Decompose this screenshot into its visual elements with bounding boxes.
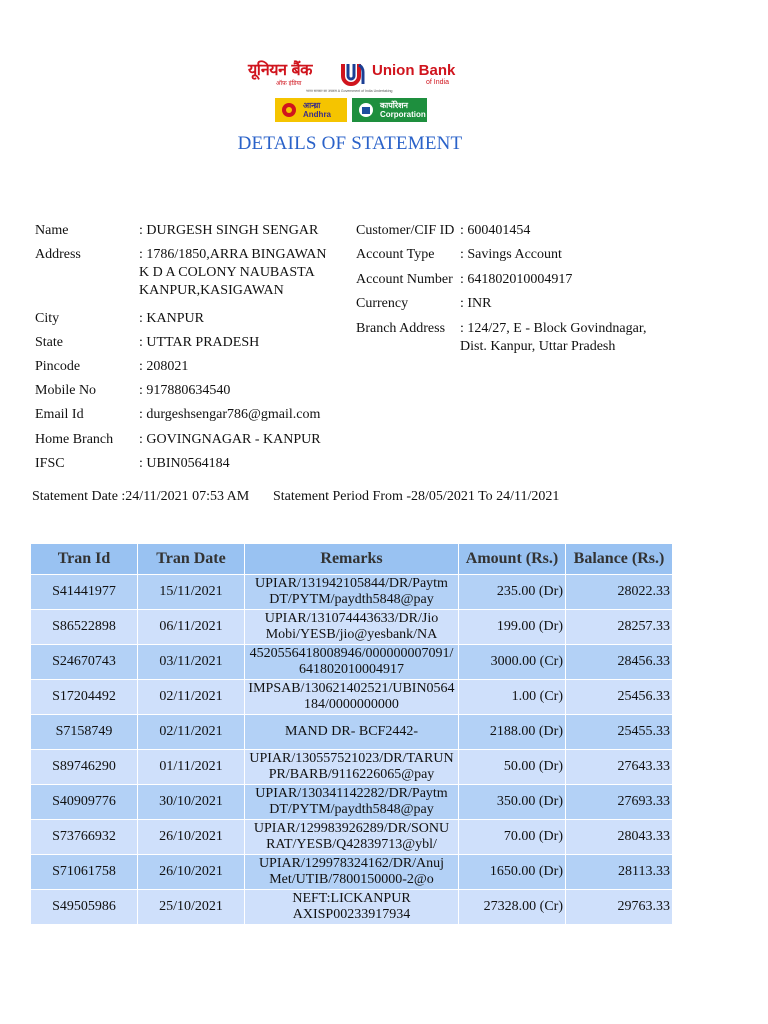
cell-amount: 1.00 (Cr) (459, 680, 566, 715)
cell-amount: 350.00 (Dr) (459, 785, 566, 820)
city-value: : KANPUR (139, 311, 204, 326)
union-bank-mark-icon (338, 60, 368, 88)
cell-tran-date: 26/10/2021 (138, 820, 245, 855)
account-number-value: : 641802010004917 (460, 272, 573, 287)
cell-tran-date: 02/11/2021 (138, 680, 245, 715)
home-branch-label: Home Branch (35, 432, 114, 447)
header-remarks: Remarks (245, 544, 459, 575)
table-row (31, 820, 673, 855)
corporation-label: कार्पोरेशन Corporation (380, 101, 426, 119)
header-tran-id: Tran Id (31, 544, 138, 575)
header-balance: Balance (Rs.) (566, 544, 673, 575)
cell-amount: 2188.00 (Dr) (459, 715, 566, 750)
pincode-label: Pincode (35, 359, 81, 374)
cell-amount: 235.00 (Dr) (459, 575, 566, 610)
cif-value: : 600401454 (460, 223, 531, 238)
logo-brand-name: Union Bank (372, 62, 456, 79)
cell-remarks: IMPSAB/130621402521/UBIN0564 184/0000000000 (245, 680, 459, 715)
cell-balance: 28043.33 (566, 820, 673, 855)
currency-label: Currency (356, 296, 409, 311)
account-type-label: Account Type (356, 247, 435, 262)
table-row (31, 610, 673, 645)
statement-date: Statement Date :24/11/2021 07:53 AM (32, 489, 250, 504)
cell-tran-id: S49505986 (31, 890, 138, 925)
andhra-bank-badge (275, 98, 347, 122)
cell-tran-id: S17204492 (31, 680, 138, 715)
account-type-value: : Savings Account (460, 247, 562, 262)
cell-tran-date: 25/10/2021 (138, 890, 245, 925)
cell-tran-id: S40909776 (31, 785, 138, 820)
header-amount: Amount (Rs.) (459, 544, 566, 575)
cell-balance: 29763.33 (566, 890, 673, 925)
cell-amount: 1650.00 (Dr) (459, 855, 566, 890)
address-value: : 1786/1850,ARRA BINGAWAN K D A COLONY NAUBASTA KANPUR,KASIGAWAN (139, 247, 327, 298)
page-title: DETAILS OF STATEMENT (237, 133, 463, 154)
table-row (31, 715, 673, 750)
cell-amount: 70.00 (Dr) (459, 820, 566, 855)
cell-remarks: UPIAR/129978324162/DR/Anuj Met/UTIB/7800150000-2@o (245, 855, 459, 890)
name-value: : DURGESH SINGH SENGAR (139, 223, 319, 238)
cell-tran-date: 30/10/2021 (138, 785, 245, 820)
cell-balance: 28257.33 (566, 610, 673, 645)
logo-brand-sub: of India (426, 79, 449, 86)
cell-tran-id: S89746290 (31, 750, 138, 785)
cif-label: Customer/CIF ID (356, 223, 455, 238)
ifsc-label: IFSC (35, 456, 65, 471)
cell-tran-id: S73766932 (31, 820, 138, 855)
branch-address-label: Branch Address (356, 321, 446, 336)
cell-tran-date: 15/11/2021 (138, 575, 245, 610)
state-value: : UTTAR PRADESH (139, 335, 260, 350)
cell-remarks: MAND DR- BCF2442- (245, 715, 459, 750)
header-tran-date: Tran Date (138, 544, 245, 575)
cell-tran-id: S24670743 (31, 645, 138, 680)
cell-remarks: UPIAR/131942105844/DR/Paytm DT/PYTM/paydth5848@pay (245, 575, 459, 610)
cell-remarks: 4520556418008946/000000007091/ 641802010004917 (245, 645, 459, 680)
corporation-bank-badge (352, 98, 427, 122)
branch-address-value: : 124/27, E - Block Govindnagar, Dist. Kanpur, Uttar Pradesh (460, 321, 647, 354)
andhra-emblem-icon (279, 101, 299, 119)
currency-value: : INR (460, 296, 492, 311)
corporation-emblem-icon (356, 101, 376, 119)
ifsc-value: : UBIN0564184 (139, 456, 230, 471)
cell-amount: 50.00 (Dr) (459, 750, 566, 785)
cell-balance: 28022.33 (566, 575, 673, 610)
home-branch-value: : GOVINGNAGAR - KANPUR (139, 432, 321, 447)
cell-amount: 27328.00 (Cr) (459, 890, 566, 925)
email-label: Email Id (35, 407, 84, 422)
table-row (31, 645, 673, 680)
cell-balance: 27693.33 (566, 785, 673, 820)
cell-tran-id: S7158749 (31, 715, 138, 750)
table-row (31, 575, 673, 610)
cell-remarks: NEFT:LICKANPUR AXISP00233917934 (245, 890, 459, 925)
table-row (31, 890, 673, 925)
cell-tran-date: 01/11/2021 (138, 750, 245, 785)
statement-period: Statement Period From -28/05/2021 To 24/11/2021 (273, 489, 560, 504)
cell-balance: 25455.33 (566, 715, 673, 750)
cell-tran-id: S71061758 (31, 855, 138, 890)
logo-tagline: भारत सरकार का उपक्रम A Government of India Undertaking (306, 89, 393, 93)
table-row (31, 750, 673, 785)
mobile-value: : 917880634540 (139, 383, 231, 398)
cell-balance: 27643.33 (566, 750, 673, 785)
cell-amount: 3000.00 (Cr) (459, 645, 566, 680)
andhra-label: आन्ध्रा Andhra (303, 101, 331, 119)
table-header-row (31, 544, 673, 575)
cell-balance: 28113.33 (566, 855, 673, 890)
cell-tran-date: 26/10/2021 (138, 855, 245, 890)
union-bank-logo (246, 58, 458, 128)
cell-remarks: UPIAR/131074443633/DR/Jio Mobi/YESB/jio@yesbank/NA (245, 610, 459, 645)
cell-tran-date: 03/11/2021 (138, 645, 245, 680)
logo-hindi-sub: ऑफ़ इंडिया (276, 80, 302, 87)
cell-amount: 199.00 (Dr) (459, 610, 566, 645)
cell-remarks: UPIAR/129983926289/DR/SONU RAT/YESB/Q42839713@ybl/ (245, 820, 459, 855)
cell-balance: 28456.33 (566, 645, 673, 680)
table-row (31, 680, 673, 715)
cell-tran-id: S86522898 (31, 610, 138, 645)
cell-remarks: UPIAR/130557521023/DR/TARUN PR/BARB/9116226065@pay (245, 750, 459, 785)
address-label: Address (35, 247, 81, 262)
transactions-body (31, 575, 673, 925)
city-label: City (35, 311, 60, 326)
email-value: : durgeshsengar786@gmail.com (139, 407, 321, 422)
cell-tran-date: 02/11/2021 (138, 715, 245, 750)
mobile-label: Mobile No (35, 383, 97, 398)
transactions-table (30, 543, 673, 925)
table-row (31, 855, 673, 890)
account-number-label: Account Number (356, 272, 453, 287)
cell-remarks: UPIAR/130341142282/DR/Paytm DT/PYTM/paydth5848@pay (245, 785, 459, 820)
table-row (31, 785, 673, 820)
pincode-value: : 208021 (139, 359, 189, 374)
name-label: Name (35, 223, 69, 238)
logo-hindi-name: यूनियन बैंक (248, 60, 312, 79)
cell-tran-date: 06/11/2021 (138, 610, 245, 645)
cell-balance: 25456.33 (566, 680, 673, 715)
cell-tran-id: S41441977 (31, 575, 138, 610)
state-label: State (35, 335, 63, 350)
